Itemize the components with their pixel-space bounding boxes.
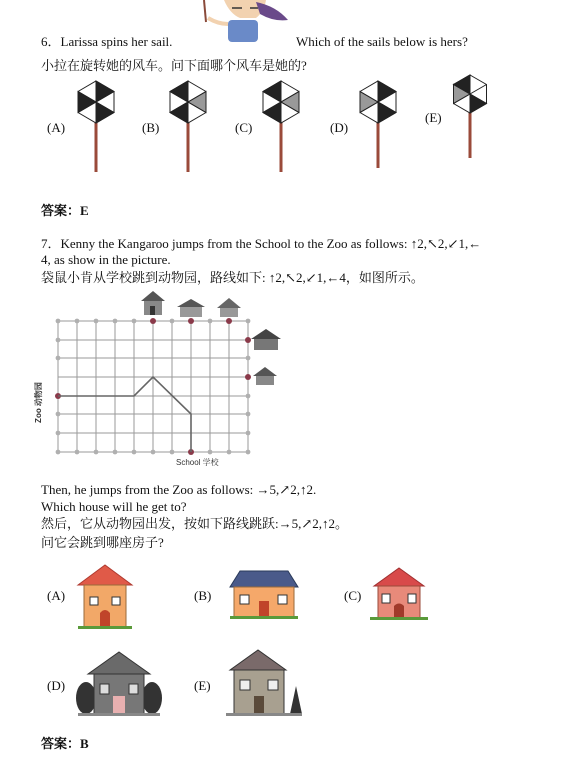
q7-then-line1: Then, he jumps from the Zoo as follows: →5,↗2,↑2.	[41, 482, 317, 497]
q7-option-e-label[interactable]: (E)	[194, 678, 211, 693]
q6-pinwheel-d[interactable]	[356, 80, 400, 170]
q6-option-d-label[interactable]: (D)	[330, 120, 349, 135]
q6-option-a-label[interactable]: (A)	[47, 120, 66, 135]
q7-question-line1: 7．Kenny the Kangaroo jumps from the School to the Zoo as follows: ↑2,↖2,↙1,←	[41, 236, 482, 251]
q6-option-c-label[interactable]: (C)	[235, 120, 253, 135]
q7-question-cn: 袋鼠小肯从学校跳到动物园，路线如下: ↑2,↖2,↙1,←4，如图所示。	[41, 270, 424, 285]
grid-house-top-3-icon	[217, 298, 241, 317]
route-grid	[40, 290, 290, 476]
grid-house-top-1-icon	[141, 291, 165, 315]
q7-house-a[interactable]	[76, 563, 134, 631]
q7-option-d-label[interactable]: (D)	[47, 678, 66, 693]
q7-then-line2: Which house will he get to?	[41, 499, 187, 514]
q7-house-d[interactable]	[74, 648, 164, 720]
girl-illustration-icon	[196, 0, 292, 46]
school-label: School 学校	[176, 458, 219, 467]
q6-pinwheel-e[interactable]	[450, 74, 490, 160]
q7-option-b-label[interactable]: (B)	[194, 588, 212, 603]
grid-house-right-1-icon	[251, 329, 281, 350]
q7-house-c[interactable]	[368, 566, 430, 622]
q7-then-cn1: 然后，它从动物园出发，按如下路线跳跃:→5,↗2,↑2。	[41, 516, 349, 531]
q6-question-en-suffix: Which of the sails below is hers?	[296, 34, 468, 49]
q7-option-a-label[interactable]: (A)	[47, 588, 66, 603]
grid-house-right-2-icon	[253, 367, 277, 385]
q6-pinwheel-a[interactable]	[74, 80, 118, 174]
grid-house-top-2-icon	[177, 299, 205, 317]
q6-option-b-label[interactable]: (B)	[142, 120, 160, 135]
q7-option-c-label[interactable]: (C)	[344, 588, 362, 603]
q6-question-en-prefix: 6．Larissa spins her sail.	[41, 34, 173, 49]
zoo-label: Zoo 动物园	[33, 382, 43, 423]
q7-question-line2: 4, as show in the picture.	[41, 252, 171, 267]
q6-option-e-label[interactable]: (E)	[425, 110, 442, 125]
q6-question-cn: 小拉在旋转她的风车。问下面哪个风车是她的?	[41, 58, 307, 73]
q6-answer: 答案：E	[41, 203, 89, 218]
q7-then-cn2: 问它会跳到哪座房子?	[41, 535, 164, 550]
zoo-label-wrap	[33, 375, 58, 435]
q6-pinwheel-b[interactable]	[166, 80, 210, 174]
q6-pinwheel-c[interactable]	[259, 80, 303, 174]
q7-house-b[interactable]	[228, 569, 300, 621]
q7-house-e[interactable]	[218, 646, 306, 720]
q7-answer: 答案：B	[41, 736, 89, 751]
